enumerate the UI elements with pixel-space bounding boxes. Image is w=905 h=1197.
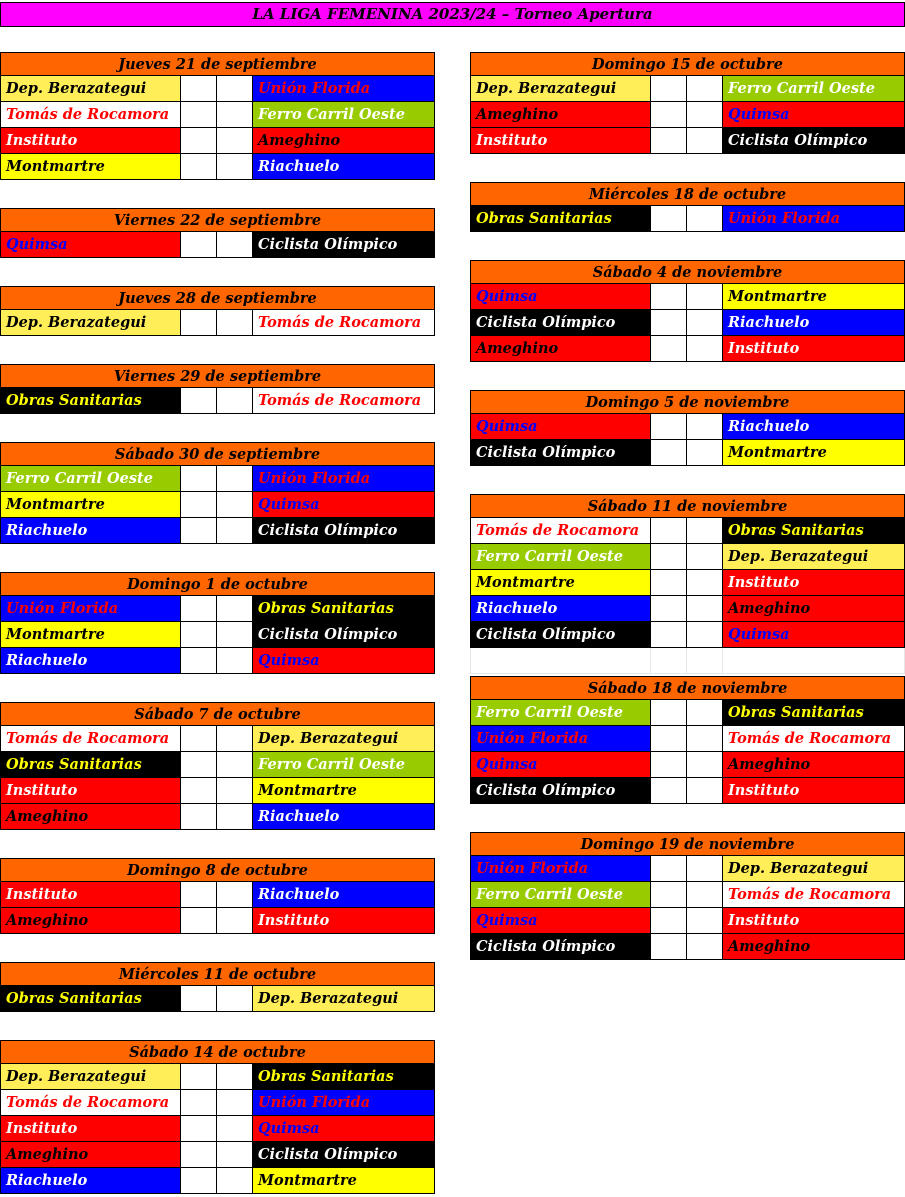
away-score — [687, 570, 723, 596]
matchday-sabado-4-de-noviembre — [470, 260, 905, 362]
home-score — [651, 908, 687, 934]
home-score — [651, 414, 687, 440]
home-team: Dep. Berazategui — [0, 1064, 181, 1090]
away-team: Quimsa — [723, 102, 905, 128]
home-score — [651, 570, 687, 596]
away-score — [687, 518, 723, 544]
away-score — [217, 622, 253, 648]
away-score — [687, 752, 723, 778]
match-row — [470, 414, 905, 440]
away-score — [687, 440, 723, 466]
away-team: Quimsa — [253, 492, 435, 518]
match-row — [0, 76, 435, 102]
home-team: Unión Florida — [470, 726, 651, 752]
match-row — [0, 752, 435, 778]
home-team: Quimsa — [470, 414, 651, 440]
matchday-date: Sábado 4 de noviembre — [470, 260, 905, 284]
home-score — [181, 154, 217, 180]
away-score — [217, 310, 253, 336]
away-team: Obras Sanitarias — [253, 1064, 435, 1090]
matchday-sabado-30-de-septiembre — [0, 442, 435, 544]
away-score — [687, 856, 723, 882]
matchday-date: Domingo 1 de octubre — [0, 572, 435, 596]
away-score — [687, 544, 723, 570]
home-team: Ciclista Olímpico — [470, 934, 651, 960]
match-row — [470, 336, 905, 362]
home-team: Tomás de Rocamora — [0, 1090, 181, 1116]
home-team: Ameghino — [0, 908, 181, 934]
away-team: Unión Florida — [253, 466, 435, 492]
home-team: Ferro Carril Oeste — [470, 882, 651, 908]
away-team: Instituto — [723, 336, 905, 362]
matchday-date: Miércoles 18 de octubre — [470, 182, 905, 206]
away-score — [217, 596, 253, 622]
match-row — [470, 908, 905, 934]
home-score — [181, 752, 217, 778]
away-score — [217, 1090, 253, 1116]
home-score — [181, 622, 217, 648]
away-score — [687, 206, 723, 232]
away-score — [217, 154, 253, 180]
matchday-date: Jueves 28 de septiembre — [0, 286, 435, 310]
away-score — [687, 908, 723, 934]
home-team: Tomás de Rocamora — [470, 518, 651, 544]
home-team: Riachuelo — [0, 1168, 181, 1194]
match-row — [0, 622, 435, 648]
match-row — [470, 128, 905, 154]
home-team: Ciclista Olímpico — [470, 310, 651, 336]
matchday-date: Viernes 29 de septiembre — [0, 364, 435, 388]
home-team: Dep. Berazategui — [0, 76, 181, 102]
home-team: Tomás de Rocamora — [0, 726, 181, 752]
matchday-domingo-8-de-octubre — [0, 858, 435, 934]
away-score — [687, 700, 723, 726]
matchday-date: Domingo 5 de noviembre — [470, 390, 905, 414]
matchday-date: Sábado 11 de noviembre — [470, 494, 905, 518]
away-score — [217, 102, 253, 128]
home-score — [651, 440, 687, 466]
home-score — [651, 882, 687, 908]
away-team — [723, 648, 905, 674]
match-row — [470, 518, 905, 544]
away-team: Instituto — [253, 908, 435, 934]
away-score — [687, 622, 723, 648]
away-team: Riachuelo — [253, 804, 435, 830]
away-score — [217, 232, 253, 258]
home-score — [181, 1116, 217, 1142]
home-score — [181, 648, 217, 674]
matchday-date: Domingo 19 de noviembre — [470, 832, 905, 856]
home-team: Quimsa — [470, 752, 651, 778]
home-score — [181, 1142, 217, 1168]
home-team: Obras Sanitarias — [0, 388, 181, 414]
away-score — [687, 778, 723, 804]
away-team: Dep. Berazategui — [723, 856, 905, 882]
match-row — [470, 102, 905, 128]
away-team: Obras Sanitarias — [253, 596, 435, 622]
away-score — [217, 1064, 253, 1090]
away-team: Ciclista Olímpico — [253, 518, 435, 544]
matchday-date: Miércoles 11 de octubre — [0, 962, 435, 986]
away-score — [217, 804, 253, 830]
away-score — [687, 128, 723, 154]
matchday-miercoles-18-de-octubre — [470, 182, 905, 232]
match-row — [0, 1064, 435, 1090]
away-score — [217, 128, 253, 154]
away-team: Obras Sanitarias — [723, 700, 905, 726]
matchday-date: Jueves 21 de septiembre — [0, 52, 435, 76]
home-score — [181, 986, 217, 1012]
match-row — [0, 1090, 435, 1116]
away-team: Tomás de Rocamora — [253, 310, 435, 336]
home-team: Riachuelo — [0, 518, 181, 544]
away-team: Ferro Carril Oeste — [723, 76, 905, 102]
away-team: Tomás de Rocamora — [253, 388, 435, 414]
away-score — [217, 752, 253, 778]
home-score — [181, 388, 217, 414]
match-row — [0, 492, 435, 518]
match-row — [470, 934, 905, 960]
home-score — [651, 934, 687, 960]
away-score — [217, 492, 253, 518]
matchday-domingo-19-de-noviembre — [470, 832, 905, 960]
away-score — [687, 596, 723, 622]
away-team: Dep. Berazategui — [253, 986, 435, 1012]
home-score — [651, 648, 687, 674]
away-team: Ameghino — [253, 128, 435, 154]
match-row — [0, 1142, 435, 1168]
tournament-title: LA LIGA FEMENINA 2023/24 – Torneo Apertura — [0, 2, 905, 27]
home-team: Obras Sanitarias — [470, 206, 651, 232]
home-team: Quimsa — [470, 908, 651, 934]
home-team: Obras Sanitarias — [0, 752, 181, 778]
match-row — [470, 440, 905, 466]
match-row — [470, 570, 905, 596]
away-score — [217, 1116, 253, 1142]
away-team: Montmartre — [253, 1168, 435, 1194]
matchday-domingo-5-de-noviembre — [470, 390, 905, 466]
away-score — [217, 908, 253, 934]
match-row — [0, 882, 435, 908]
home-team: Riachuelo — [0, 648, 181, 674]
home-score — [651, 778, 687, 804]
matchday-date: Viernes 22 de septiembre — [0, 208, 435, 232]
home-score — [181, 1064, 217, 1090]
away-score — [687, 76, 723, 102]
match-row — [0, 596, 435, 622]
away-team: Ciclista Olímpico — [253, 622, 435, 648]
away-score — [687, 284, 723, 310]
home-team: Instituto — [0, 1116, 181, 1142]
home-team: Instituto — [0, 882, 181, 908]
away-team: Obras Sanitarias — [723, 518, 905, 544]
away-score — [687, 934, 723, 960]
match-row — [0, 154, 435, 180]
home-score — [181, 778, 217, 804]
matchday-viernes-29-de-septiembre — [0, 364, 435, 414]
away-score — [217, 1142, 253, 1168]
matchday-date: Sábado 18 de noviembre — [470, 676, 905, 700]
away-score — [217, 726, 253, 752]
match-row — [470, 648, 905, 674]
match-row — [470, 726, 905, 752]
matchday-date: Sábado 14 de octubre — [0, 1040, 435, 1064]
home-team: Ferro Carril Oeste — [0, 466, 181, 492]
match-row — [470, 778, 905, 804]
match-row — [0, 726, 435, 752]
home-score — [651, 726, 687, 752]
away-team: Riachuelo — [253, 154, 435, 180]
match-row — [0, 128, 435, 154]
home-score — [181, 908, 217, 934]
away-team: Ciclista Olímpico — [253, 232, 435, 258]
match-row — [470, 206, 905, 232]
home-team: Ameghino — [0, 1142, 181, 1168]
away-team: Quimsa — [723, 622, 905, 648]
away-team: Unión Florida — [723, 206, 905, 232]
away-score — [217, 76, 253, 102]
match-row — [0, 102, 435, 128]
home-team: Montmartre — [0, 492, 181, 518]
away-team: Dep. Berazategui — [253, 726, 435, 752]
home-score — [651, 284, 687, 310]
match-row — [470, 622, 905, 648]
match-row — [470, 284, 905, 310]
matchday-date: Domingo 15 de octubre — [470, 52, 905, 76]
away-team: Ciclista Olímpico — [253, 1142, 435, 1168]
away-score — [687, 310, 723, 336]
home-score — [651, 596, 687, 622]
matchday-miercoles-11-de-octubre — [0, 962, 435, 1012]
away-score — [217, 986, 253, 1012]
home-score — [181, 232, 217, 258]
home-team: Montmartre — [0, 622, 181, 648]
home-score — [651, 622, 687, 648]
home-score — [651, 336, 687, 362]
match-row — [470, 76, 905, 102]
home-team: Ameghino — [470, 336, 651, 362]
home-team: Montmartre — [0, 154, 181, 180]
away-team: Tomás de Rocamora — [723, 726, 905, 752]
home-team: Quimsa — [470, 284, 651, 310]
home-score — [181, 804, 217, 830]
match-row — [0, 986, 435, 1012]
match-row — [0, 518, 435, 544]
match-row — [470, 752, 905, 778]
away-score — [687, 648, 723, 674]
match-row — [0, 1116, 435, 1142]
home-score — [181, 882, 217, 908]
match-row — [470, 544, 905, 570]
home-score — [181, 1090, 217, 1116]
home-score — [651, 752, 687, 778]
away-score — [217, 882, 253, 908]
home-team: Ameghino — [0, 804, 181, 830]
away-team: Riachuelo — [723, 310, 905, 336]
matchday-domingo-15-de-octubre — [470, 52, 905, 154]
home-score — [651, 518, 687, 544]
home-team: Dep. Berazategui — [0, 310, 181, 336]
match-row — [0, 388, 435, 414]
away-team: Quimsa — [253, 648, 435, 674]
home-score — [181, 76, 217, 102]
away-score — [217, 466, 253, 492]
home-score — [651, 310, 687, 336]
home-score — [181, 466, 217, 492]
away-team: Quimsa — [253, 1116, 435, 1142]
matchday-viernes-22-de-septiembre — [0, 208, 435, 258]
home-team: Ciclista Olímpico — [470, 440, 651, 466]
away-team: Ferro Carril Oeste — [253, 102, 435, 128]
home-score — [181, 128, 217, 154]
away-team: Ameghino — [723, 596, 905, 622]
home-team: Quimsa — [0, 232, 181, 258]
away-team: Instituto — [723, 908, 905, 934]
away-score — [217, 648, 253, 674]
match-row — [0, 232, 435, 258]
home-score — [181, 1168, 217, 1194]
match-row — [0, 648, 435, 674]
away-team: Tomás de Rocamora — [723, 882, 905, 908]
away-score — [217, 518, 253, 544]
home-team: Instituto — [0, 128, 181, 154]
away-score — [687, 414, 723, 440]
home-team: Riachuelo — [470, 596, 651, 622]
home-score — [651, 856, 687, 882]
home-team: Ferro Carril Oeste — [470, 544, 651, 570]
match-row — [470, 882, 905, 908]
home-score — [651, 128, 687, 154]
home-score — [181, 518, 217, 544]
away-team: Montmartre — [723, 440, 905, 466]
away-score — [687, 102, 723, 128]
home-team: Ciclista Olímpico — [470, 622, 651, 648]
away-team: Instituto — [723, 778, 905, 804]
away-score — [687, 882, 723, 908]
home-team: Instituto — [470, 128, 651, 154]
away-team: Unión Florida — [253, 76, 435, 102]
away-score — [687, 336, 723, 362]
home-score — [181, 726, 217, 752]
away-team: Ciclista Olímpico — [723, 128, 905, 154]
matchday-sabado-11-de-noviembre — [470, 494, 905, 674]
away-team: Instituto — [723, 570, 905, 596]
home-score — [181, 596, 217, 622]
matchday-date: Sábado 7 de octubre — [0, 702, 435, 726]
home-team: Ciclista Olímpico — [470, 778, 651, 804]
away-team: Ferro Carril Oeste — [253, 752, 435, 778]
matchday-jueves-21-de-septiembre — [0, 52, 435, 180]
home-score — [651, 700, 687, 726]
home-team: Montmartre — [470, 570, 651, 596]
home-team — [470, 648, 651, 674]
matchday-sabado-14-de-octubre — [0, 1040, 435, 1194]
home-team: Instituto — [0, 778, 181, 804]
match-row — [0, 804, 435, 830]
matchday-domingo-1-de-octubre — [0, 572, 435, 674]
match-row — [0, 466, 435, 492]
home-score — [181, 102, 217, 128]
home-score — [651, 544, 687, 570]
home-team: Dep. Berazategui — [470, 76, 651, 102]
away-score — [217, 1168, 253, 1194]
match-row — [470, 856, 905, 882]
home-team: Ferro Carril Oeste — [470, 700, 651, 726]
away-team: Montmartre — [253, 778, 435, 804]
away-team: Unión Florida — [253, 1090, 435, 1116]
matchday-jueves-28-de-septiembre — [0, 286, 435, 336]
match-row — [470, 596, 905, 622]
away-team: Ameghino — [723, 752, 905, 778]
home-team: Ameghino — [470, 102, 651, 128]
home-team: Tomás de Rocamora — [0, 102, 181, 128]
away-team: Riachuelo — [253, 882, 435, 908]
away-team: Montmartre — [723, 284, 905, 310]
home-score — [181, 310, 217, 336]
away-team: Ameghino — [723, 934, 905, 960]
home-score — [651, 76, 687, 102]
match-row — [470, 310, 905, 336]
away-score — [217, 778, 253, 804]
away-score — [217, 388, 253, 414]
home-score — [181, 492, 217, 518]
matchday-date: Sábado 30 de septiembre — [0, 442, 435, 466]
match-row — [0, 1168, 435, 1194]
match-row — [0, 778, 435, 804]
home-score — [651, 102, 687, 128]
match-row — [470, 700, 905, 726]
home-team: Unión Florida — [0, 596, 181, 622]
away-team: Dep. Berazategui — [723, 544, 905, 570]
home-team: Obras Sanitarias — [0, 986, 181, 1012]
home-team: Unión Florida — [470, 856, 651, 882]
matchday-date: Domingo 8 de octubre — [0, 858, 435, 882]
home-score — [651, 206, 687, 232]
matchday-sabado-7-de-octubre — [0, 702, 435, 830]
away-team: Riachuelo — [723, 414, 905, 440]
match-row — [0, 310, 435, 336]
matchday-sabado-18-de-noviembre — [470, 676, 905, 804]
match-row — [0, 908, 435, 934]
away-score — [687, 726, 723, 752]
